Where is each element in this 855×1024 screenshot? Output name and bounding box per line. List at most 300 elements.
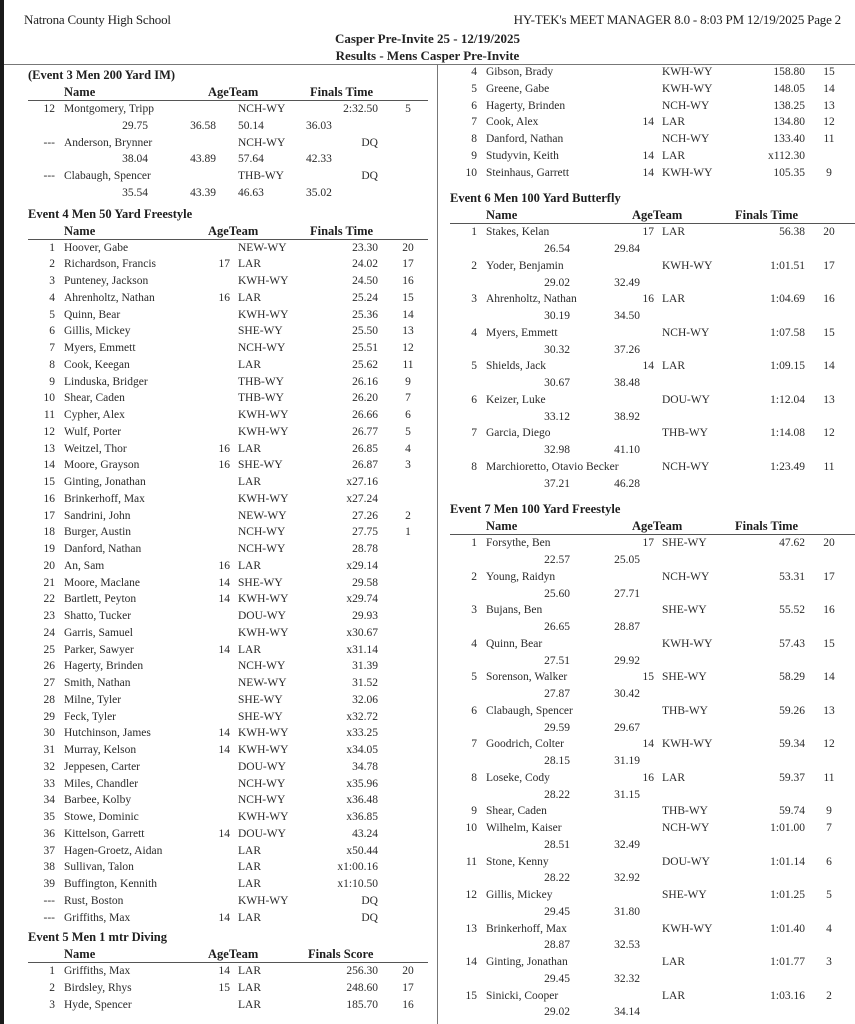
swimmer-name: Stakes, Kelan xyxy=(486,226,550,239)
place-cell: 3 xyxy=(49,275,55,287)
age-cell: 14 xyxy=(642,166,654,179)
result-list xyxy=(450,535,855,1021)
points-cell: 13 xyxy=(402,325,414,338)
result-list xyxy=(28,101,428,202)
team-cell: LAR xyxy=(238,998,261,1011)
split-time: 31.15 xyxy=(614,788,640,801)
split-time: 36.58 xyxy=(190,119,216,132)
points-cell: 11 xyxy=(823,133,835,145)
team-cell: KWH-WY xyxy=(662,922,713,935)
place-cell: 26 xyxy=(43,660,55,673)
finals-time: x30.67 xyxy=(346,626,378,639)
place-cell: --- xyxy=(43,911,55,924)
place-cell: 38 xyxy=(43,861,55,874)
result-row xyxy=(28,591,428,608)
place-cell: 14 xyxy=(465,956,477,968)
swimmer-name: Gillis, Mickey xyxy=(64,325,131,338)
split-time: 36.03 xyxy=(306,119,332,132)
place-cell: --- xyxy=(43,170,55,182)
finals-score-header: Finals Score xyxy=(308,947,374,962)
team-cell: SHE-WY xyxy=(238,710,283,723)
finals-time: 55.52 xyxy=(779,604,805,617)
result-row xyxy=(450,165,855,182)
team-cell: KWH-WY xyxy=(662,82,713,95)
split-time: 32.49 xyxy=(614,838,640,851)
finals-time: 138.25 xyxy=(773,99,805,112)
swimmer-name: Gibson, Brady xyxy=(486,66,554,78)
swimmer-name: Ahrenholtz, Nathan xyxy=(486,293,577,306)
swimmer-name: Moore, Maclane xyxy=(64,576,140,589)
name-header: Name xyxy=(486,519,518,534)
swimmer-name: Cypher, Alex xyxy=(64,409,125,421)
points-cell: 15 xyxy=(823,66,835,78)
age-cell: 14 xyxy=(218,727,230,740)
result-row xyxy=(450,636,855,653)
team-cell: THB-WY xyxy=(238,170,284,182)
result-row xyxy=(450,736,855,753)
points-cell: 9 xyxy=(826,166,832,179)
age-cell: 14 xyxy=(642,149,654,162)
finals-time: 148.05 xyxy=(773,82,805,95)
split-row xyxy=(450,1004,855,1021)
place-cell: 5 xyxy=(471,360,477,373)
result-row xyxy=(28,273,428,290)
place-cell: 4 xyxy=(471,66,477,78)
result-row xyxy=(450,459,855,476)
place-cell: 19 xyxy=(43,543,55,555)
place-cell: 2 xyxy=(49,982,55,994)
finals-time: 57.43 xyxy=(779,637,805,650)
finals-time: 1:01.25 xyxy=(770,889,805,901)
split-time: 30.67 xyxy=(544,377,570,389)
split-row xyxy=(450,787,855,804)
team-cell: KWH-WY xyxy=(238,626,289,639)
team-cell: NCH-WY xyxy=(662,460,710,473)
team-cell: KWH-WY xyxy=(238,811,289,823)
swimmer-name: Jeppesen, Carter xyxy=(64,760,140,773)
finals-time: x34.05 xyxy=(346,744,378,756)
result-row xyxy=(450,854,855,871)
finals-time: 29.58 xyxy=(352,576,378,589)
swimmer-name: Loseke, Cody xyxy=(486,771,550,784)
ageteam-header: AgeTeam xyxy=(208,223,259,238)
place-cell: 10 xyxy=(465,166,477,179)
place-cell: 37 xyxy=(43,844,55,857)
result-row xyxy=(450,81,855,98)
age-cell: 17 xyxy=(218,258,230,271)
place-cell: 6 xyxy=(471,393,477,406)
result-row xyxy=(450,602,855,619)
place-cell: 29 xyxy=(43,710,55,723)
result-row xyxy=(28,508,428,525)
result-row xyxy=(28,323,428,340)
place-cell: 15 xyxy=(465,989,477,1002)
age-cell: 15 xyxy=(642,671,654,684)
swimmer-name: Danford, Nathan xyxy=(486,133,564,145)
points-cell: 15 xyxy=(823,637,835,650)
team-cell: LAR xyxy=(238,258,261,271)
split-time: 29.92 xyxy=(614,654,640,667)
points-cell: 6 xyxy=(826,855,832,868)
result-row xyxy=(450,98,855,115)
swimmer-name: Smith, Nathan xyxy=(64,677,131,689)
finals-time: x29.74 xyxy=(346,593,378,606)
place-cell: 23 xyxy=(43,610,55,622)
split-row xyxy=(450,241,855,258)
team-cell: LAR xyxy=(662,149,685,162)
split-time: 31.80 xyxy=(614,905,640,918)
finals-time: 133.40 xyxy=(773,133,805,145)
result-row xyxy=(28,491,428,508)
place-cell: 7 xyxy=(471,427,477,440)
team-cell: NCH-WY xyxy=(238,103,286,115)
place-cell: 1 xyxy=(49,241,55,254)
result-row xyxy=(28,168,428,185)
points-cell: 3 xyxy=(405,459,411,472)
place-cell: 2 xyxy=(471,259,477,272)
result-list xyxy=(450,224,855,492)
swimmer-name: Quinn, Bear xyxy=(64,308,121,321)
points-cell: 14 xyxy=(823,360,835,373)
finals-time: 26.66 xyxy=(352,409,378,421)
swimmer-name: Hagen-Groetz, Aidan xyxy=(64,844,163,857)
team-cell: LAR xyxy=(238,291,261,304)
finals-time: x27.24 xyxy=(346,492,378,505)
split-row xyxy=(450,653,855,670)
result-row xyxy=(28,541,428,558)
results-title: Results - Mens Casper Pre-Invite xyxy=(335,48,520,63)
result-row xyxy=(450,770,855,787)
split-time: 38.92 xyxy=(614,410,640,423)
finals-time: 248.60 xyxy=(346,982,378,994)
split-time: 32.49 xyxy=(614,276,640,289)
place-cell: 9 xyxy=(471,149,477,162)
swimmer-name: Hutchinson, James xyxy=(64,727,151,740)
age-cell: 17 xyxy=(642,226,654,239)
result-row xyxy=(28,340,428,357)
finals-time: 1:01.00 xyxy=(770,822,805,834)
split-time: 30.42 xyxy=(614,688,640,700)
age-cell: 14 xyxy=(642,116,654,129)
split-time: 22.57 xyxy=(544,554,570,566)
result-row xyxy=(450,224,855,241)
place-cell: 31 xyxy=(43,744,55,756)
name-header: Name xyxy=(64,947,96,962)
points-cell: 12 xyxy=(823,738,835,751)
finals-time: x36.48 xyxy=(346,794,378,807)
result-row xyxy=(28,893,428,910)
age-cell: 17 xyxy=(642,537,654,550)
swimmer-name: Stowe, Dominic xyxy=(64,811,139,823)
right-column xyxy=(450,64,855,1021)
split-time: 35.02 xyxy=(306,186,332,199)
points-cell: 12 xyxy=(823,116,835,129)
finals-time: 58.29 xyxy=(779,671,805,684)
team-cell: NCH-WY xyxy=(238,543,286,555)
split-time: 43.39 xyxy=(190,186,216,199)
split-time: 25.60 xyxy=(544,587,570,600)
name-header: Name xyxy=(64,85,96,99)
finals-time: 29.93 xyxy=(352,610,378,622)
place-cell: 33 xyxy=(43,777,55,790)
split-time: 30.32 xyxy=(544,343,570,356)
result-row xyxy=(28,608,428,625)
event-3-section xyxy=(28,67,428,202)
place-cell: 14 xyxy=(43,459,55,472)
split-row xyxy=(28,151,428,168)
swimmer-name: Rust, Boston xyxy=(64,894,124,907)
team-cell: KWH-WY xyxy=(238,492,289,505)
finals-time: DQ xyxy=(361,911,378,924)
team-cell: KWH-WY xyxy=(238,409,289,421)
result-row xyxy=(28,290,428,307)
team-cell: DOU-WY xyxy=(662,393,710,406)
finals-time: 59.74 xyxy=(779,805,805,818)
swimmer-name: Keizer, Luke xyxy=(486,393,546,406)
swimmer-name: Garris, Samuel xyxy=(64,626,133,639)
points-cell: 5 xyxy=(826,889,832,901)
split-row xyxy=(28,185,428,202)
team-cell: LAR xyxy=(238,559,261,572)
team-cell: KWH-WY xyxy=(238,275,289,287)
place-cell: 21 xyxy=(43,576,55,589)
place-cell: 39 xyxy=(43,878,55,890)
result-row xyxy=(28,357,428,374)
place-cell: --- xyxy=(43,136,55,149)
team-cell: DOU-WY xyxy=(238,827,286,840)
team-cell: LAR xyxy=(238,861,261,874)
split-time: 42.33 xyxy=(306,153,332,166)
swimmer-name: Ginting, Jonathan xyxy=(486,956,568,968)
team-cell: NCH-WY xyxy=(662,99,710,112)
split-row xyxy=(450,971,855,988)
result-row xyxy=(28,843,428,860)
finals-time: 1:07.58 xyxy=(770,326,805,339)
swimmer-name: Feck, Tyler xyxy=(64,710,116,723)
place-cell: 11 xyxy=(43,409,55,421)
place-cell: 24 xyxy=(43,626,55,639)
split-row xyxy=(450,342,855,359)
swimmer-name: Ahrenholtz, Nathan xyxy=(64,291,155,304)
split-row xyxy=(450,937,855,954)
place-cell: 18 xyxy=(43,526,55,539)
points-cell: 17 xyxy=(823,259,835,272)
points-cell: 16 xyxy=(823,604,835,617)
team-cell: KWH-WY xyxy=(238,425,289,438)
swimmer-name: Shear, Caden xyxy=(486,805,547,818)
finals-time: 28.78 xyxy=(352,543,378,555)
swimmer-name: Birdsley, Rhys xyxy=(64,982,132,994)
swimmer-name: Sullivan, Talon xyxy=(64,861,134,874)
place-cell: 32 xyxy=(43,760,55,773)
team-cell: SHE-WY xyxy=(662,537,707,550)
result-row xyxy=(28,980,428,997)
finals-time: x29.14 xyxy=(346,559,378,572)
points-cell: 20 xyxy=(823,226,835,239)
finals-time: 26.85 xyxy=(352,442,378,455)
team-cell: KWH-WY xyxy=(238,308,289,321)
result-row xyxy=(28,792,428,809)
swimmer-name: Miles, Chandler xyxy=(64,777,139,790)
result-row xyxy=(28,859,428,876)
team-cell: KWH-WY xyxy=(662,637,713,650)
ageteam-header: AgeTeam xyxy=(632,208,683,223)
split-time: 50.14 xyxy=(238,119,264,132)
split-time: 38.04 xyxy=(122,153,148,166)
finals-time: x33.25 xyxy=(346,727,378,740)
place-cell: 3 xyxy=(471,604,477,617)
team-cell: DOU-WY xyxy=(238,760,286,773)
team-cell: NEW-WY xyxy=(238,677,287,689)
result-row xyxy=(28,692,428,709)
finals-time: 25.36 xyxy=(352,308,378,321)
team-cell: LAR xyxy=(662,293,685,306)
age-cell: 16 xyxy=(218,291,230,304)
event-title: Event 6 Men 100 Yard Butterfly xyxy=(450,191,621,206)
finals-time: 1:14.08 xyxy=(770,427,805,440)
swimmer-name: Garcia, Diego xyxy=(486,427,551,440)
swimmer-name: Cook, Alex xyxy=(486,116,539,129)
result-row xyxy=(450,535,855,552)
split-time: 32.53 xyxy=(614,939,640,952)
team-cell: NCH-WY xyxy=(662,822,710,834)
split-time: 26.54 xyxy=(544,243,570,255)
team-cell: NCH-WY xyxy=(238,136,286,149)
split-row xyxy=(450,753,855,770)
column-header xyxy=(28,223,428,240)
swimmer-name: Sinicki, Cooper xyxy=(486,989,559,1002)
result-row xyxy=(450,291,855,308)
finals-time: 1:01.40 xyxy=(770,922,805,935)
split-time: 37.21 xyxy=(544,477,570,490)
finals-time: 1:01.51 xyxy=(770,259,805,272)
team-cell: NCH-WY xyxy=(238,342,286,354)
finals-time: 1:12.04 xyxy=(770,393,805,406)
place-cell: 10 xyxy=(43,392,55,405)
place-cell: 6 xyxy=(471,99,477,112)
team-cell: LAR xyxy=(662,226,685,239)
result-row xyxy=(28,101,428,118)
finals-time: x27.16 xyxy=(346,476,378,488)
finals-time: 59.37 xyxy=(779,771,805,784)
finals-time: 1:09.15 xyxy=(770,360,805,373)
result-row xyxy=(28,658,428,675)
finals-time: x35.96 xyxy=(346,777,378,790)
column-header xyxy=(28,946,428,963)
swimmer-name: Parker, Sawyer xyxy=(64,643,134,656)
place-cell: 16 xyxy=(43,492,55,505)
points-cell: 17 xyxy=(823,570,835,583)
points-cell: 16 xyxy=(823,293,835,306)
split-time: 28.15 xyxy=(544,755,570,767)
result-list xyxy=(28,240,428,927)
place-cell: 15 xyxy=(43,476,55,488)
finals-time: 32.06 xyxy=(352,693,378,706)
team-cell: NCH-WY xyxy=(238,777,286,790)
result-row xyxy=(28,997,428,1014)
team-cell: DOU-WY xyxy=(662,855,710,868)
result-row xyxy=(28,759,428,776)
split-time: 38.48 xyxy=(614,377,640,389)
result-row xyxy=(450,569,855,586)
result-row xyxy=(28,307,428,324)
result-row xyxy=(28,910,428,927)
place-cell: 4 xyxy=(471,637,477,650)
swimmer-name: Montgomery, Tripp xyxy=(64,103,154,115)
swimmer-name: Hyde, Spencer xyxy=(64,998,132,1011)
swimmer-name: Young, Raidyn xyxy=(486,570,556,583)
points-cell: 9 xyxy=(405,375,411,388)
result-row xyxy=(450,669,855,686)
points-cell: 12 xyxy=(823,427,835,440)
result-list xyxy=(28,963,428,1013)
place-cell: 35 xyxy=(43,811,55,823)
finals-time: 47.62 xyxy=(779,537,805,550)
points-cell: 17 xyxy=(402,982,414,994)
place-cell: 4 xyxy=(471,326,477,339)
points-cell: 12 xyxy=(402,342,414,354)
finals-time: x50.44 xyxy=(346,844,378,857)
finals-time: 26.87 xyxy=(352,459,378,472)
place-cell: 20 xyxy=(43,559,55,572)
team-cell: SHE-WY xyxy=(238,576,283,589)
place-cell: 5 xyxy=(471,671,477,684)
result-row xyxy=(28,558,428,575)
place-cell: 10 xyxy=(465,822,477,834)
column-header xyxy=(28,84,428,101)
team-cell: KWH-WY xyxy=(238,727,289,740)
swimmer-name: Punteney, Jackson xyxy=(64,275,149,287)
result-row xyxy=(450,425,855,442)
place-cell: 5 xyxy=(49,308,55,321)
result-row xyxy=(450,148,855,165)
event-7-section xyxy=(450,501,855,1021)
finals-time: DQ xyxy=(361,136,378,149)
result-row xyxy=(28,457,428,474)
split-time: 34.50 xyxy=(614,310,640,322)
swimmer-name: Wulf, Porter xyxy=(64,425,122,438)
team-cell: LAR xyxy=(238,476,261,488)
split-time: 57.64 xyxy=(238,153,264,166)
place-cell: 36 xyxy=(43,827,55,840)
swimmer-name: Sorenson, Walker xyxy=(486,671,568,684)
team-cell: NCH-WY xyxy=(238,660,286,673)
finals-time: 26.20 xyxy=(352,392,378,405)
finals-time: 1:04.69 xyxy=(770,293,805,306)
meet-title: Casper Pre-Invite 25 - 12/19/2025 xyxy=(334,31,521,46)
place-cell: 13 xyxy=(465,922,477,935)
finals-time: 25.62 xyxy=(352,358,378,371)
result-row xyxy=(28,135,428,152)
finals-time: 56.38 xyxy=(779,226,805,239)
swimmer-name: Stone, Kenny xyxy=(486,855,549,868)
split-row xyxy=(450,552,855,569)
age-cell: 14 xyxy=(218,827,230,840)
swimmer-name: Bartlett, Peyton xyxy=(64,593,137,606)
swimmer-name: Studyvin, Keith xyxy=(486,149,559,162)
split-time: 46.28 xyxy=(614,477,640,490)
split-time: 32.98 xyxy=(544,444,570,456)
team-cell: SHE-WY xyxy=(238,325,283,338)
swimmer-name: Buffington, Kennith xyxy=(64,878,158,890)
points-cell: 4 xyxy=(405,442,411,455)
points-cell: 6 xyxy=(405,409,411,421)
swimmer-name: Bujans, Ben xyxy=(486,604,543,617)
event-5-section xyxy=(28,929,428,1013)
team-cell: LAR xyxy=(238,358,261,371)
team-cell: KWH-WY xyxy=(238,894,289,907)
team-cell: LAR xyxy=(662,771,685,784)
